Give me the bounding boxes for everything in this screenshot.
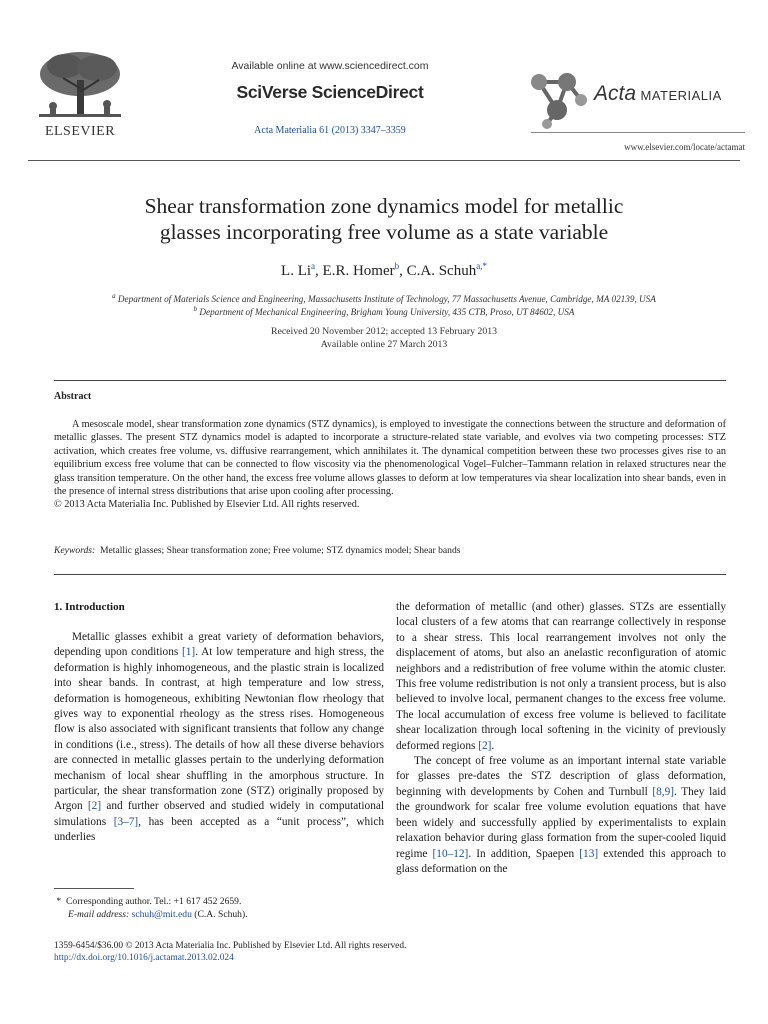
doi-link[interactable]: http://dx.doi.org/10.1016/j.actamat.2013.02.024	[54, 953, 234, 964]
affil-marker: b	[193, 305, 198, 313]
sciverse-sciencedirect-title: SciVerse ScienceDirect	[236, 82, 424, 102]
affil-marker: a	[112, 292, 116, 300]
text-run: Metallic glasses exhibit a great variety of deformation behaviors, depending upon conditions	[54, 631, 384, 659]
elsevier-tree-logo-icon	[25, 48, 135, 129]
footnote-text: Corresponding author. Tel.: +1 617 452 2659.	[66, 896, 242, 907]
author-name: E.R. Homer	[322, 263, 395, 279]
author-affil-marker[interactable]: b	[394, 261, 400, 271]
citation-link[interactable]: [10–12]	[432, 847, 469, 860]
title-line-2: glasses incorporating free volume as a state variable	[159, 220, 609, 244]
abstract-top-divider	[54, 380, 726, 381]
author-list: L. Li$^a$, E.R. Homer$^b$, C.A. Schuh$^{a,*}$	[281, 261, 487, 279]
bottom-info	[54, 940, 726, 964]
header-divider	[28, 160, 740, 161]
right-column	[396, 600, 726, 877]
paragraph	[396, 754, 726, 877]
email-owner: (C.A. Schuh).	[194, 908, 248, 920]
text-run: . At low temperature and high stress, the deformation is highly inhomogeneous, and the plastic strain is localized into shear bands. In contrast, at high temperature and low stress, deformation is homogeneous, exhibiting Newtonian flow rheology that gives way to exponential rheology as the stress rises. Homogeneous flow is also associated with significant transients that follow any change in conditions (i.e., stress). The details of how all these diverse behaviors are connected in metallic glasses pertain to the underlying deformation mechanism of local shear shuffling in the amorphous structure. In particular, the shear transformation zone (STZ) originally proposed by Argon	[54, 646, 384, 813]
footnote-email	[54, 909, 384, 922]
acta-molecule-logo-icon	[527, 70, 597, 137]
abstract-heading: Abstract	[54, 391, 92, 402]
journal-reference-link[interactable]: Acta Materialia 61 (2013) 3347–3359	[254, 125, 406, 136]
citation-link[interactable]: [3–7]	[113, 815, 139, 828]
citation-link[interactable]: [13]	[579, 847, 599, 860]
keywords-bottom-divider	[54, 574, 726, 575]
footnote-corresponding	[54, 896, 384, 909]
journal-logo-text	[594, 82, 722, 106]
citation-link[interactable]: [2]	[478, 739, 492, 752]
affil-text: Department of Mechanical Engineering, Brigham Young University, 435 CTB, Proso, UT 84602, USA	[199, 307, 575, 318]
citation-link[interactable]: [1]	[182, 646, 196, 659]
journal-logo-main: Acta	[594, 82, 637, 105]
paragraph	[396, 600, 726, 754]
text-run: the deformation of metallic (and other) glasses. STZs are essentially local clusters of a few atoms that can rearrange collectively in response to a shear stress. This local rearrangement involves not only the displacement of atoms, but also an anelastic reconfiguration of atomic neighbors and a redistribution of free volume within the atomic cluster. This free volume redistribution is not only a transient process, but is also believed to involve local, permanent changes to the excess free volume. The local accumulation of excess free volume is believed to facilitate shear localization through local softening in the vicinity of previously deformed regions	[396, 601, 726, 752]
affil-text: Department of Materials Science and Engineering, Massachusetts Institute of Technology, 77 Massachusetts Avenue, Cambridge, MA 02139, USA	[117, 294, 656, 305]
abstract-text: A mesoscale model, shear transformation zone dynamics (STZ dynamics), is employed to investigate the connections between the structure and deformation of metallic glasses. The present STZ dynamics model is adapted to incorporate a structure-related state variable, and evolves via two competing processes: STZ activation, which creates free volume, vs. diffusive rearrangement, which annihilates it. The dynamical competition between these two processes gives rise to an equilibrium excess free volume that can be connected to flow viscosity via the phenomenological Vogel–Fulcher–Tammann relation in relaxed structures near the glass transition temperature. On the other hand, the excess free volume allows glasses to deform at low temperatures via shear localization into shear bands, even in the presence of internal stress distributions that arise upon cooling after processing.	[54, 419, 726, 498]
footnote	[54, 896, 384, 921]
text-run: and further observed and studied widely in computational simulations	[54, 800, 385, 828]
header-right-divider	[531, 132, 745, 133]
available-online-text: Available online at www.sciencedirect.com	[231, 60, 429, 72]
left-column	[54, 630, 384, 846]
keywords-text: Metallic glasses; Shear transformation zone; Free volume; STZ dynamics model; Shear bands	[100, 545, 461, 556]
text-run: , has been accepted as a “unit process”, which underlies	[54, 815, 385, 844]
text-run: The concept of free volume as an important internal state variable for glasses pre-dates the STZ description of glass deformation, beginning with developments by Cohen and Turnbull	[396, 755, 726, 798]
title-line-1: Shear transformation zone dynamics model for metallic	[144, 194, 624, 218]
affiliation-b	[40, 305, 728, 317]
author-name: C.A. Schuh	[406, 263, 477, 279]
affiliation-a	[40, 292, 728, 304]
author-affil-marker[interactable]: a,*	[476, 261, 487, 271]
citation-link[interactable]: [8,9]	[652, 785, 675, 798]
keywords-label: Keywords:	[54, 545, 96, 556]
text-run: . In addition, Spaepen	[468, 847, 575, 860]
section-heading: 1. Introduction	[54, 601, 125, 613]
paragraph	[54, 630, 384, 846]
email-link[interactable]: schuh@mit.edu	[131, 908, 192, 920]
footnote-divider	[54, 888, 134, 889]
abstract-copyright: © 2013 Acta Materialia Inc. Published by Elsevier Ltd. All rights reserved.	[54, 499, 360, 511]
keywords	[54, 545, 726, 556]
text-run: extended this approach to glass deformation on the	[396, 847, 726, 875]
footnote-star: *	[56, 896, 62, 907]
citation-link[interactable]: [2]	[87, 800, 102, 813]
available-date: Available online 27 March 2013	[320, 339, 448, 350]
journal-url[interactable]: www.elsevier.com/locate/actamat	[624, 142, 745, 152]
text-run: .	[491, 739, 495, 752]
text-run: . They laid the groundwork for scalar free volume evolution equations that have been widely and successfully applied by experimentalists to explain relaxation behavior during glass formation from the super-cooled liquid regime	[396, 785, 727, 860]
received-date: Received 20 November 2012; accepted 13 February 2013	[270, 326, 498, 337]
publisher-name: ELSEVIER	[44, 124, 116, 139]
article-title	[60, 193, 708, 245]
author-affil-marker[interactable]: a	[311, 261, 316, 271]
author-name: L. Li	[281, 263, 312, 279]
journal-logo-sub: MATERIALIA	[640, 88, 722, 103]
issn-line: 1359-6454/$36.00 © 2013 Acta Materialia Inc. Published by Elsevier Ltd. All rights reserved.	[54, 941, 407, 951]
abstract-body	[54, 418, 726, 512]
email-label: E-mail address:	[68, 908, 130, 920]
